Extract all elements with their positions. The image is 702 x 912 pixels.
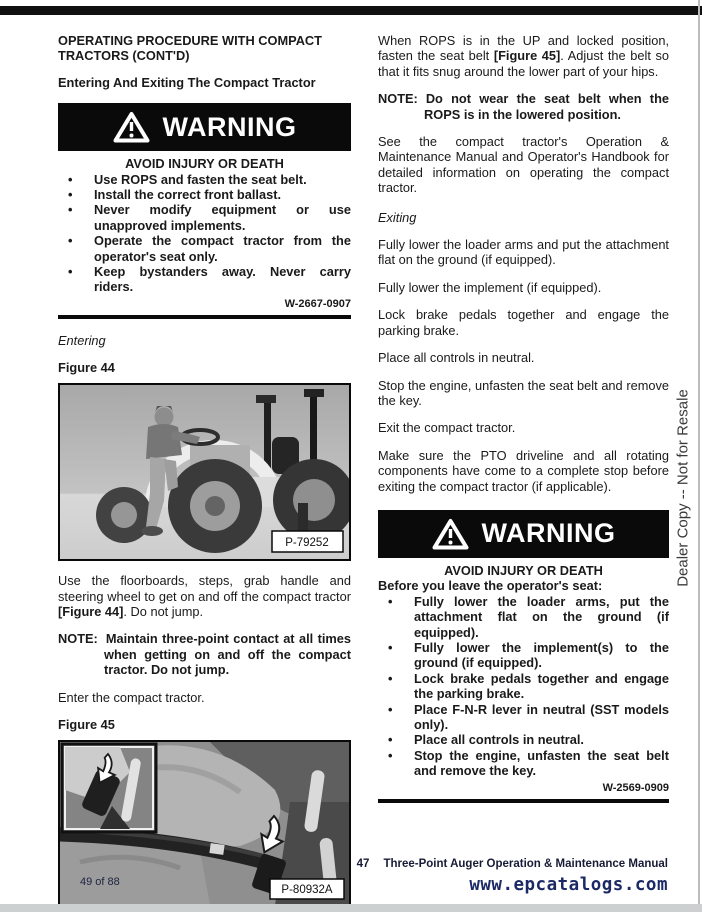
see-manual-paragraph: See the compact tractor's Operation & Maintenance Manual and Operator's Handbook for detailed information on operating the compact tractor. <box>378 134 669 196</box>
exiting-heading: Exiting <box>378 209 417 225</box>
section-title: OPERATING PROCEDURE WITH COMPACT TRACTORS (CONT'D) <box>58 33 322 64</box>
footer-sheet-info: 49 of 88 <box>80 876 120 888</box>
figure44-photo <box>58 383 351 561</box>
warning1-bullet: • Keep bystanders away. Never carry riders. <box>58 264 351 295</box>
warning-triangle-icon <box>113 111 150 143</box>
warning1-heading: AVOID INJURY OR DEATH <box>125 156 284 172</box>
note-label: NOTE: <box>58 631 98 647</box>
warning1-bullet: • Never modify equipment or use unapproved implements. <box>58 202 351 233</box>
exiting-step: Place all controls in neutral. <box>378 350 535 366</box>
footer-page-number: 47 <box>356 858 370 870</box>
exiting-step: Lock brake pedals together and engage the parking brake. <box>378 307 669 338</box>
figure45-photo-id: P-80932A <box>281 884 333 897</box>
figure45-label: Figure 45 <box>58 716 115 732</box>
dealer-copy-watermark: Dealer Copy -- Not for Resale <box>674 389 692 587</box>
scan-artifact-bottom-bar <box>0 904 702 912</box>
warning-word: WARNING <box>162 111 297 142</box>
footer-website: www.epcatalogs.com <box>469 875 668 895</box>
exiting-step: Fully lower the loader arms and put the attachment flat on the ground (if equipped). <box>378 237 669 268</box>
exiting-step: Make sure the PTO driveline and all rotating components have come to a complete stop before exiting the compact tractor (if applicable). <box>378 447 669 494</box>
page-right-border <box>698 0 700 904</box>
section-subtitle: Entering And Exiting The Compact Tractor <box>58 74 316 90</box>
warning2-bullet: • Lock brake pedals together and engage the parking brake. <box>378 671 669 702</box>
warning2-bullet: • Place all controls in neutral. <box>378 732 669 747</box>
text-run: . Do not jump. <box>123 603 204 619</box>
warning1-list <box>58 172 351 295</box>
exiting-step: Fully lower the implement (if equipped). <box>378 279 602 295</box>
entering-heading: Entering <box>58 333 106 349</box>
note-label: NOTE: <box>378 91 418 107</box>
footer-manual-title: Three-Point Auger Operation & Maintenance Manual <box>383 858 668 870</box>
figure45-reference: [Figure 45] <box>493 48 561 64</box>
warning2-list <box>378 594 669 779</box>
note-seatbelt <box>378 91 669 122</box>
tractor-photo-illustration <box>60 385 349 559</box>
rops-paragraph <box>378 33 669 79</box>
warning2-code: W-2569-0909 <box>602 781 669 794</box>
warning-triangle-icon <box>432 518 469 550</box>
note-entering <box>58 631 351 677</box>
warning1-bullet: • Install the correct front ballast. <box>58 187 351 202</box>
figure44-reference: [Figure 44] <box>58 603 124 619</box>
note-text: Maintain three-point contact at all times when getting on and off the compact tractor. Do not jump. <box>104 631 351 678</box>
warning2-bullet: • Stop the engine, unfasten the seat belt and remove the key. <box>378 748 669 779</box>
warning-banner-2 <box>378 510 669 558</box>
scan-artifact-top-bar <box>0 6 702 15</box>
warning2-bullet: • Fully lower the implement(s) to the ground (if equipped). <box>378 640 669 671</box>
figure44-photo-id: P-79252 <box>285 537 329 550</box>
exiting-step: Exit the compact tractor. <box>378 420 516 436</box>
warning2-bullet: • Fully lower the loader arms, put the attachment flat on the ground (if equipped). <box>378 594 669 640</box>
warning1-bullet: • Operate the compact tractor from the operator's seat only. <box>58 233 351 264</box>
exiting-step: Stop the engine, unfasten the seat belt and remove the key. <box>378 377 669 408</box>
section-divider-rule <box>378 799 669 803</box>
warning2-bullet: • Place F-N-R lever in neutral (SST models only). <box>378 702 669 733</box>
figure44-label: Figure 44 <box>58 359 115 375</box>
warning1-code: W-2667-0907 <box>284 297 351 310</box>
text-run: . Adjust the belt so that it fits snug around the lower part of your hips. <box>378 48 669 79</box>
warning-word: WARNING <box>481 518 616 549</box>
warning1-bullet: • Use ROPS and fasten the seat belt. <box>58 172 351 187</box>
right-column <box>378 33 669 803</box>
warning2-intro: Before you leave the operator's seat: <box>378 578 603 594</box>
entering-paragraph <box>58 573 351 619</box>
warning2-heading: AVOID INJURY OR DEATH <box>444 562 603 578</box>
note-text: Do not wear the seat belt when the ROPS is in the lowered position. <box>424 91 669 122</box>
warning-banner-1 <box>58 103 351 151</box>
text-run: When ROPS is in the UP and locked position, fasten the seat belt <box>378 33 669 64</box>
text-run: Use the floorboards, steps, grab handle and steering wheel to get on and off the compact tractor <box>58 573 351 604</box>
section-divider-rule <box>58 315 351 319</box>
left-column <box>58 33 351 907</box>
enter-instruction: Enter the compact tractor. <box>58 689 205 705</box>
